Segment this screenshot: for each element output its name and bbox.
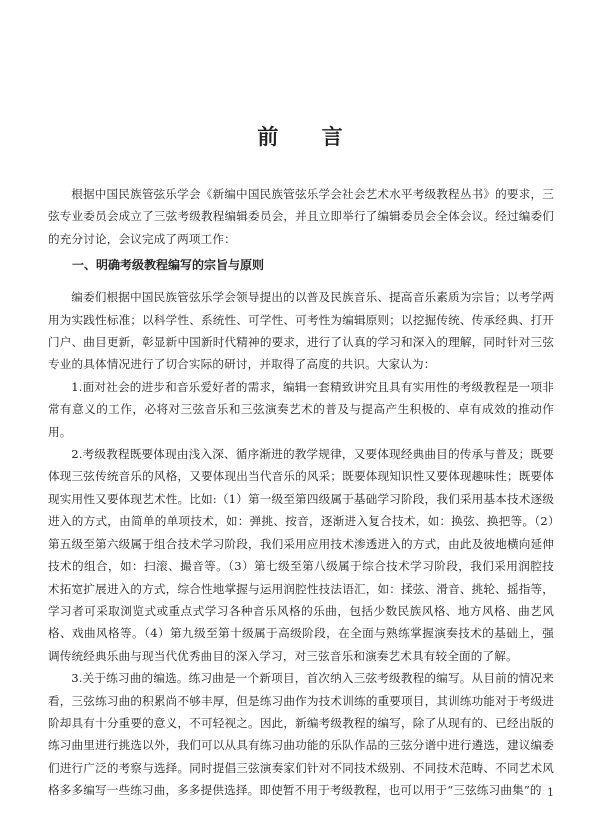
body-paragraph: 3.关于练习曲的编选。练习曲是一个新项目，首次纳入三弦考级教程的编写。从目前的情况来看，三弦练习曲的积累尚不够丰厚，但是练习曲作为技术训练的重要项目，其训练功能对于考级进阶却具有十分重要的意义，不可轻视之。因此，新编考级教程的编写，除了从现有的、已经出版的练习曲里进行挑选以外，我们可以从具有练习曲功能的乐队作品的三弦分谱中进行遴选，建议编委们进行广泛的考察与选择。同时提倡三弦演奏家们针对不同技术级别、不同技术范畴、不同艺术风格多多编写一些练习曲，多多提供选择。即使暂不用于考级教程，也可以用于“三弦练习曲集”的 [48, 671, 554, 798]
body-text [48, 183, 554, 802]
intro-paragraph: 根据中国民族管弦乐学会《新编中国民族管弦乐学会社会艺术水平考级教程丛书》的要求，三弦专业委员会成立了三弦考级教程编辑委员会，并且立即举行了编辑委员会全体会议。经过编委们的充分讨论，会议完成了两项工作： [48, 187, 554, 246]
body-paragraph: 2.考级教程既要体现由浅入深、循序渐进的教学规律，又要体现经典曲目的传承与普及；既要体现三弦传统音乐的风格，又要体现出当代音乐的风采；既要体现知识性又要体现趣味性；既要体现实用性又要体现艺术性。比如:（1）第一级至第四级属于基础学习阶段，我们采用基本技术逐级进入的方式，由简单的单项技术，如：弹挑、按音，逐渐进入复合技术，如：换弦、换把等。（2）第五级至第六级属于组合技术学习阶段，我们采用应用技术渗透进入的方式，由此及彼地横向延伸技术的组合，如：扫滚、撮音等。（3）第七级至第八级属于综合技术学习阶段，我们采用润腔技术拓宽扩展进入的方式，综合性地掌握与运用润腔性技法语汇，如：揉弦、滑音、挑轮、摇指等，学习者可采取浏览式或重点式学习各种音乐风格的乐曲，包括少数民族风格、地方风格、曲艺风格、戏曲风格等。（4）第九级至第十级属于高级阶段，在全面与熟练掌握演奏技术的基础上，强调传统经典乐曲与现当代优秀曲目的深入学习，对三弦音乐和演奏艺术具有较全面的了解。 [48, 447, 554, 663]
body-paragraph: 编委们根据中国民族管弦乐学会领导提出的以普及民族音乐、提高音乐素质为宗旨；以考学两用为实践性标准；以科学性、系统性、可学性、可考性为编辑原则；以挖掘传统、传承经典、打开门户、曲目更新，彰显新中国新时代精神的要求，进行了认真的学习和深入的理解，同时针对三弦专业的具体情况进行了切合实际的研讨，并取得了高度的共识。大家认为： [48, 290, 554, 372]
body-paragraph: 1.面对社会的进步和音乐爱好者的需求，编辑一套精致讲究且具有实用性的考级教程是一项非常有意义的工作，必将对三弦音乐和三弦演奏艺术的普及与提高产生积极的、卓有成效的推动作用。 [48, 379, 554, 439]
page-number: 1 [547, 786, 554, 799]
page-title: 前 言 [257, 125, 361, 149]
section-heading: 一、明确考级教程编写的宗旨与原则 [72, 258, 265, 273]
